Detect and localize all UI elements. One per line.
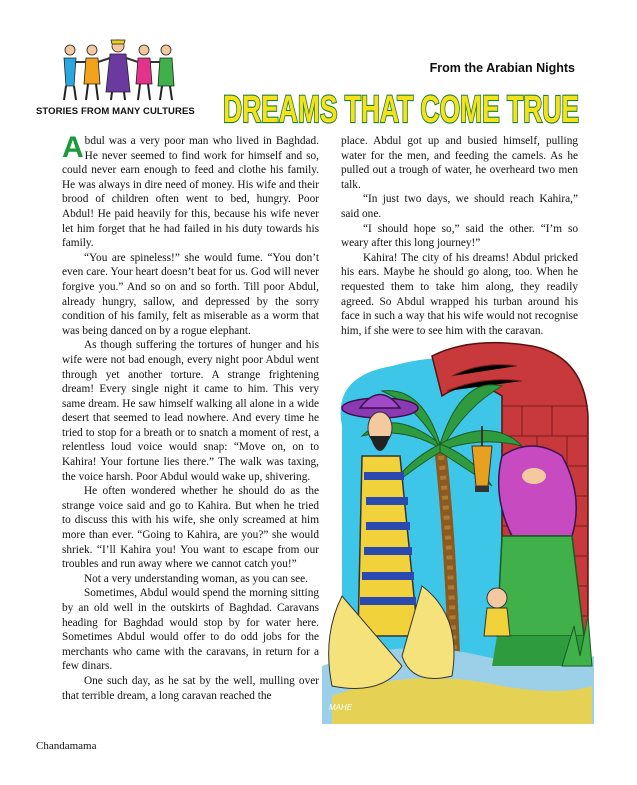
- figure-5: [158, 45, 174, 100]
- story-paragraph: Sometimes, Abdul would spend the morning sitting by an old well in the outskirts of Baghdad. Caravans heading for Baghdad would stop by for water here. Sometimes Abdul would offer to do odd jobs for the merchants who came with the caravans, in return for a few dinars.: [62, 587, 319, 673]
- story-column-right: [341, 134, 578, 338]
- story-title: [220, 86, 582, 130]
- story-paragraph: “You are spineless!” she would fume. “You don’t even care. Your heart doesn’t beat for us. God will never forgive you.” And so on and so forth. Till poor Abdul, already hungry, sallow, and depressed by the sorry condition of his family, felt as miserable as a worm that was being danced on by a rogue elephant.: [62, 251, 319, 337]
- story-paragraph: One such day, as he sat by the well, mulling over that terrible dream, a long caravan reached the: [62, 674, 319, 702]
- story-illustration: [322, 336, 594, 724]
- story-paragraph: He often wondered whether he should do as the strange voice said and go to Kahira. But when he tried to discuss this with his wife, she only screamed at him more than ever. “Going to Kahira, are you?” she would shriek. “I’ll Kahira you! You want to escape from our troubles and run away where we cannot catch you!”: [62, 485, 319, 571]
- publication-footer: Chandamama: [36, 740, 97, 752]
- story-paragraph-1: Abdul was a very poor man who lived in Baghdad. He never seemed to find work for himself and so, could never earn enough to feed and clothe his family. He was always in dire need of money. His wife and their brood of children often went to bed, hungry. Poor Abdul! He paid heavily for this, because his wife never let him forget that he had failed in his duty towards his family.: [62, 131, 319, 250]
- story-title-text: DREAMS THAT COME TRUE: [223, 89, 579, 130]
- figure-4: [136, 45, 152, 100]
- story-paragraph: “In just two days, we should reach Kahira,” said one.: [341, 193, 578, 220]
- story-paragraph: “I should hope so,” said the other. “I’m so weary after this long journey!”: [341, 222, 578, 250]
- series-logo: [58, 36, 178, 102]
- figure-2: [84, 45, 100, 100]
- figure-3: [106, 40, 130, 100]
- story-column-left: [62, 131, 319, 703]
- figure-1: [64, 45, 76, 100]
- story-paragraph: As though suffering the tortures of hunger and his wife were not bad enough, every night poor Abdul went through yet another torture. A strange frightening dream! Every single night it came to him. This very same dream. He saw himself walking all alone in a wide desert that seemed to lead nowhere. And every time he tried to stop for a breath or to snatch a moment of rest, a relentless loud voice would snap: “Move on, on to Kahira! Your fortune lies there.” The walk was taxing, the voice harsh. Poor Abdul would wake up, shivering.: [62, 339, 319, 483]
- section-label: From the Arabian Nights: [429, 61, 575, 75]
- child-figure: [484, 588, 510, 636]
- drop-cap: A: [62, 131, 84, 164]
- story-paragraph: Not a very understanding woman, as you can see.: [84, 572, 308, 585]
- artist-signature: MAHE: [329, 703, 353, 712]
- series-label: STORIES FROM MANY CULTURES: [36, 106, 195, 117]
- story-paragraph: Kahira! The city of his dreams! Abdul pricked his ears. Maybe he should go along, too. When he requested them to take him along, they readily agreed. So Abdul wrapped his turban around his face in such a way that his wife would not recognise him, if she were to see him with the caravan.: [341, 251, 578, 337]
- story-paragraph: place. Abdul got up and busied himself, pulling water for the men, and feeding the camels. As he pulled out a trough of water, he overheard two men talk.: [341, 135, 578, 191]
